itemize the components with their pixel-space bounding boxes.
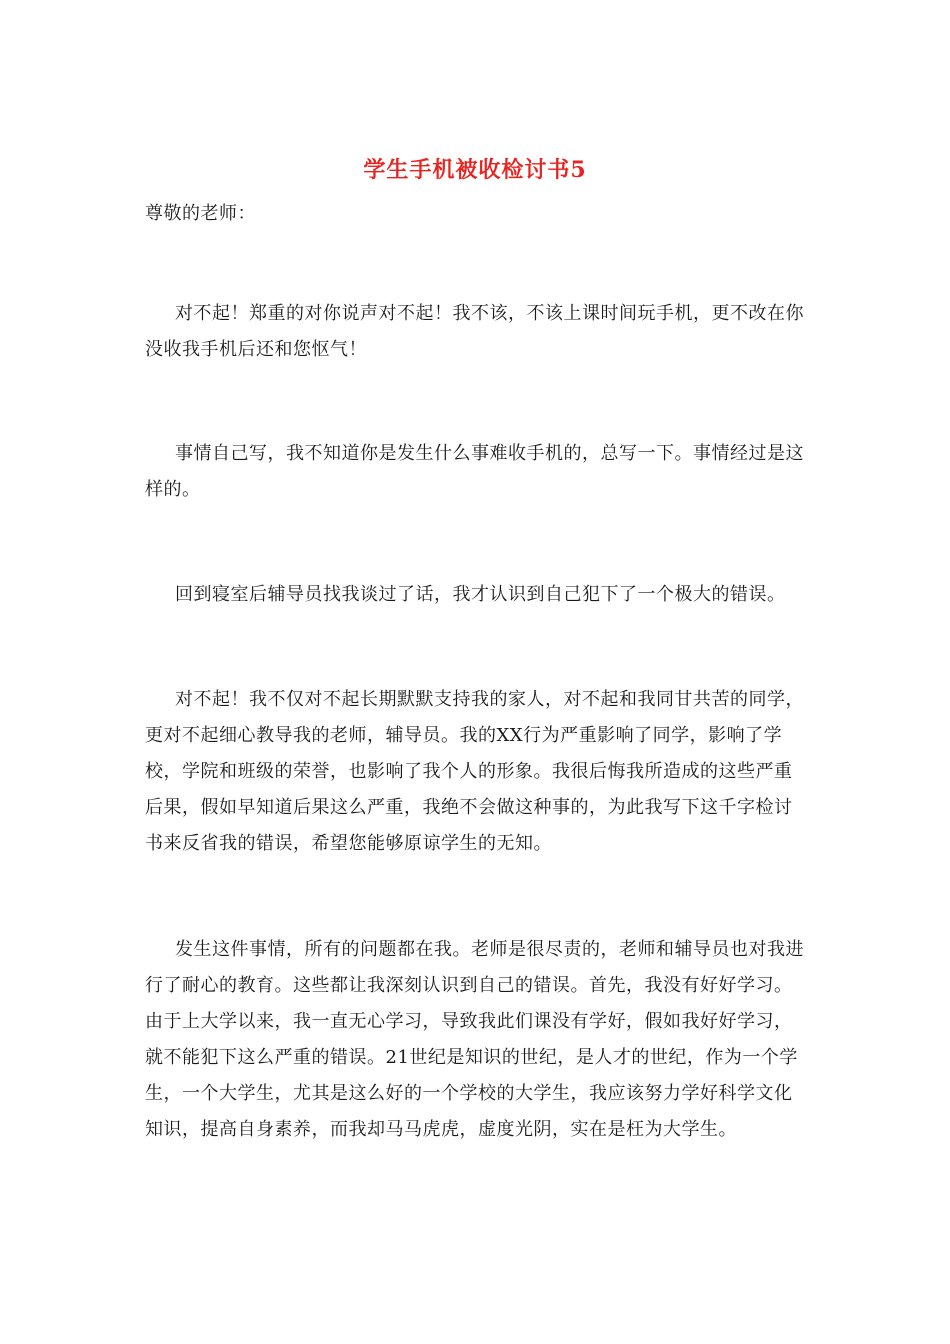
salutation: 尊敬的老师： (145, 203, 256, 224)
paragraph-apology: 对不起！郑重的对你说声对不起！我不该，不该上课时间玩手机，更不改在你没收我手机后还和您怄气！ (145, 303, 804, 360)
paragraph-reflection: 发生这件事情，所有的问题都在我。老师是很尽责的，老师和辅导员也对我进行了耐心的教育。这些都让我深刻认识到自己的错误。首先，我没有好好学习。由于上大学以来，我一直无心学习，导致我此们课没有学好，假如我好好学习，就不能犯下这么严重的错误。21世纪是知识的世纪，是人才的世纪，作为一个学生，一个大学生，尤其是这么好的一个学校的大学生，我应该努力学好科学文化知识，提高自身素养，而我却马马虎虎，虚度光阴，实在是枉为大学生。 (145, 939, 804, 1140)
paragraph-event-intro: 事情自己写，我不知道你是发生什么事难收手机的，总写一下。事情经过是这样的。 (145, 443, 804, 500)
page-title: 学生手机被收检讨书5 (363, 157, 587, 183)
paragraph-realization: 回到寝室后辅导员找我谈过了话，我才认识到自己犯下了一个极大的错误。 (175, 584, 786, 605)
paragraph-regret: 对不起！我不仅对不起长期默默支持我的家人，对不起和我同甘共苦的同学，更对不起细心教导我的老师，辅导员。我的XX行为严重影响了同学，影响了学校，学院和班级的荣誉，也影响了我个人的形象。我很后悔我所造成的这些严重后果，假如早知道后果这么严重，我绝不会做这种事的，为此我写下这千字检讨书来反省我的错误，希望您能够原谅学生的无知。 (145, 689, 804, 854)
